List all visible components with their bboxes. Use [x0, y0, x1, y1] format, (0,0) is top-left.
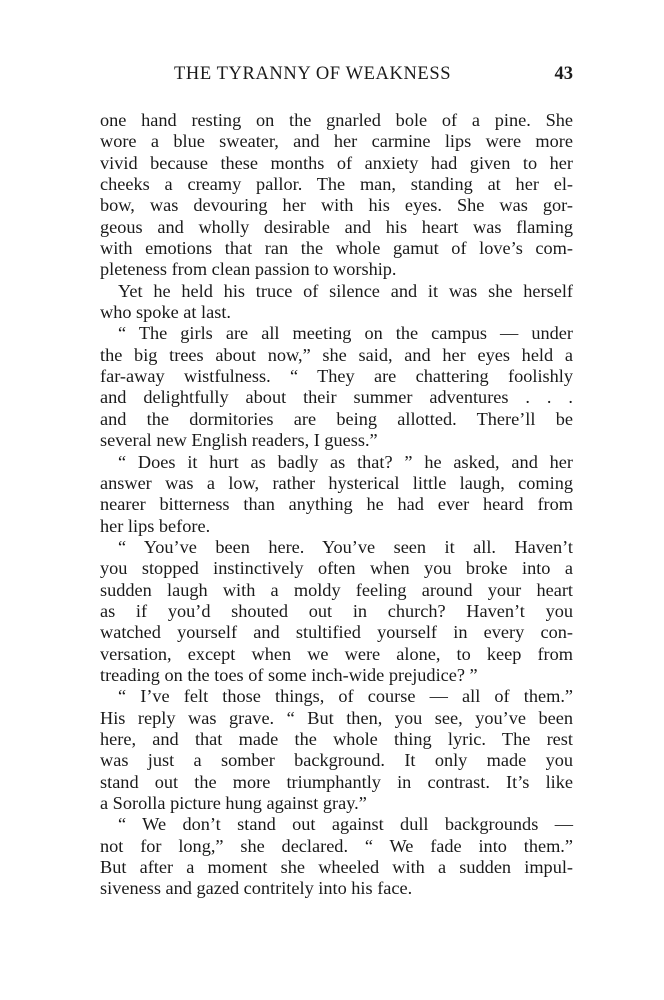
- text-line: siveness and gazed contritely into his face.: [100, 878, 413, 899]
- text-line: here, and that made the whole thing lyric. The rest: [100, 728, 573, 749]
- text-line: treading on the toes of some inch-wide prejudice? ”: [100, 664, 478, 685]
- text-line: a Sorolla picture hung against gray.”: [100, 793, 367, 813]
- text-line: who spoke at last.: [100, 302, 231, 323]
- text-line: stand out the more triumphantly in contrast. It’s like: [100, 771, 573, 792]
- text-line: sudden laugh with a moldy feeling around your heart: [100, 579, 573, 600]
- text-line: “ Does it hurt as badly as that? ” he asked, and her: [118, 451, 573, 472]
- text-line: “ You’ve been here. You’ve seen it all. Haven’t: [118, 536, 573, 557]
- text-line: and delightfully about their summer adventures . . .: [100, 387, 573, 408]
- text-line: not for long,” she declared. “ We fade into them.”: [100, 835, 573, 856]
- text-line: one hand resting on the gnarled bole of a pine. She: [100, 110, 573, 130]
- text-line: pleteness from clean passion to worship.: [100, 259, 397, 280]
- text-line: you stopped instinctively often when you broke into a: [100, 558, 573, 579]
- running-title: THE TYRANNY OF WEAKNESS: [174, 64, 452, 84]
- text-line: as if you’d shouted out in church? Haven’t you: [100, 600, 573, 621]
- page-number: 43: [554, 64, 573, 84]
- text-line: geous and wholly desirable and his heart was flaming: [100, 216, 573, 237]
- text-line: Yet he held his truce of silence and it was she herself: [118, 280, 573, 301]
- text-line: “ The girls are all meeting on the campus — under: [118, 323, 573, 344]
- text-line: far-away wistfulness. “ They are chattering foolishly: [100, 366, 573, 387]
- running-head: [100, 64, 573, 90]
- text-line: watched yourself and stultified yourself in every con-: [100, 622, 573, 643]
- text-line: versation, except when we were alone, to keep from: [100, 643, 573, 664]
- text-line: “ I’ve felt those things, of course — all of them.”: [118, 686, 573, 707]
- text-line: “ We don’t stand out against dull backgrounds —: [118, 814, 573, 835]
- text-line: several new English readers, I guess.”: [100, 430, 378, 451]
- text-line: His reply was grave. “ But then, you see, you’ve been: [100, 707, 573, 728]
- text-line: her lips before.: [100, 515, 211, 536]
- text-line: answer was a low, rather hysterical little laugh, coming: [100, 472, 573, 493]
- text-line: But after a moment she wheeled with a sudden impul-: [100, 857, 573, 878]
- text-line: the big trees about now,” she said, and her eyes held a: [100, 344, 573, 365]
- text-line: vivid because these months of anxiety had given to her: [100, 152, 573, 173]
- text-line: nearer bitterness than anything he had ever heard from: [100, 494, 573, 515]
- text-line: with emotions that ran the whole gamut of love’s com-: [100, 238, 573, 259]
- text-line: was just a somber background. It only made you: [100, 750, 573, 771]
- text-line: cheeks a creamy pallor. The man, standing at her el-: [100, 174, 573, 195]
- text-line: and the dormitories are being allotted. There’ll be: [100, 408, 573, 429]
- body-text: [100, 110, 573, 900]
- text-line: wore a blue sweater, and her carmine lips were more: [100, 131, 573, 152]
- text-line: bow, was devouring her with his eyes. She was gor-: [100, 195, 573, 216]
